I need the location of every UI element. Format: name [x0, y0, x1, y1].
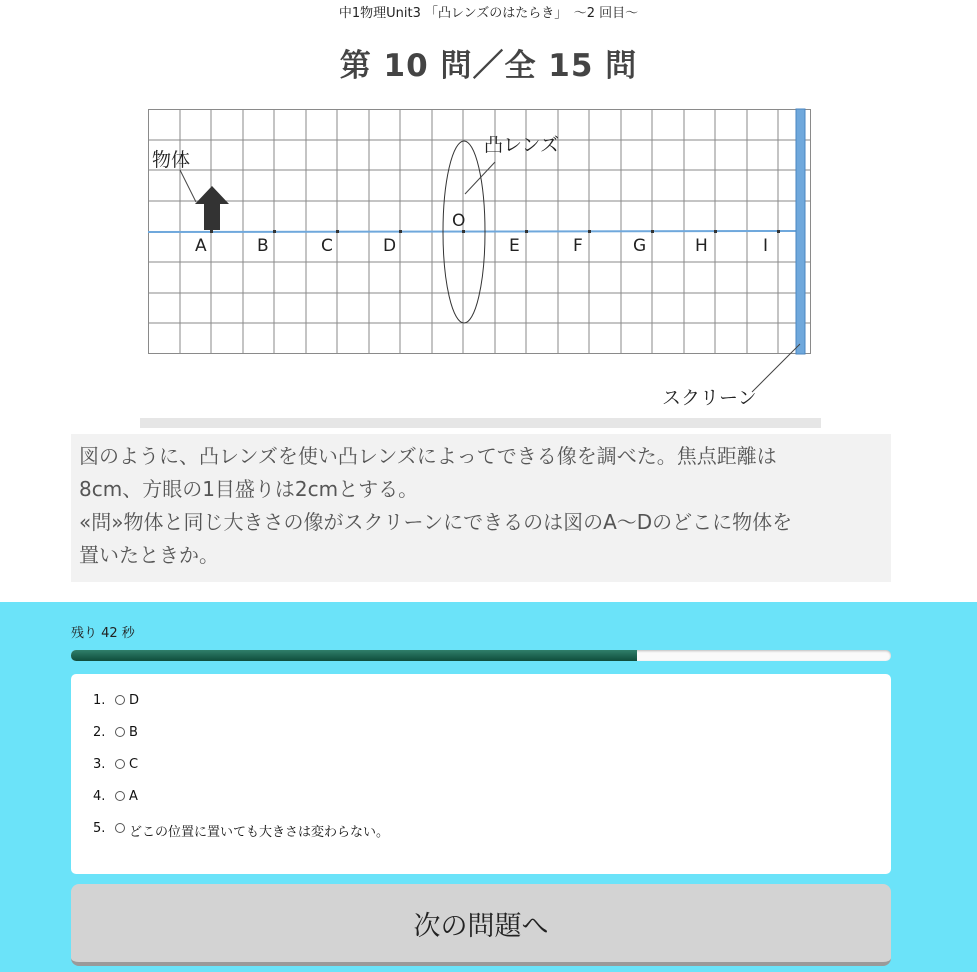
radio-button[interactable] — [115, 759, 125, 769]
point-labels — [195, 236, 768, 256]
point-label: E — [509, 236, 520, 256]
option-number: 2. — [93, 725, 106, 740]
answer-choices — [71, 674, 891, 874]
answer-option[interactable] — [93, 693, 891, 725]
option-label[interactable]: D — [129, 693, 140, 708]
option-number: 1. — [93, 693, 106, 708]
figure-scrollbar[interactable] — [140, 418, 821, 428]
question-number: 第 10 問／全 15 問 — [339, 48, 638, 84]
answer-option[interactable] — [93, 757, 891, 789]
screen-label: スクリーン — [662, 387, 757, 409]
answer-area — [0, 602, 977, 972]
screen — [796, 109, 805, 354]
timer-text: 残り 42 秒 — [71, 626, 135, 641]
point-label: D — [383, 236, 397, 256]
timer-progress-fill — [71, 650, 637, 661]
option-label[interactable]: C — [129, 757, 139, 772]
radio-button[interactable] — [115, 695, 125, 705]
point-label: G — [633, 236, 647, 256]
lens-center-label: O — [452, 211, 466, 231]
radio-button[interactable] — [115, 727, 125, 737]
answer-option[interactable] — [93, 789, 891, 821]
next-question-button[interactable]: 次の問題へ — [71, 884, 891, 966]
timer-progress-bar — [71, 650, 891, 661]
radio-button[interactable] — [115, 791, 125, 801]
option-label[interactable]: B — [129, 725, 138, 740]
lens-diagram — [140, 104, 820, 414]
question-line: 図のように、凸レンズを使い凸レンズによってできる像を調べた。焦点距離は — [79, 444, 777, 468]
lens-pointer — [465, 162, 495, 194]
question-line: 置いたときか。 — [79, 543, 219, 567]
radio-button[interactable] — [115, 823, 125, 833]
course-title: 中1物理Unit3 「凸レンズのはたらき」 ～2 回目～ — [338, 6, 639, 21]
point-label: F — [573, 236, 583, 256]
object-pointer — [180, 170, 196, 202]
answer-option[interactable] — [93, 725, 891, 757]
point-label: I — [763, 236, 769, 256]
option-label[interactable]: どこの位置に置いても大きさは変わらない。 — [129, 825, 390, 840]
point-label: H — [695, 236, 708, 256]
point-label: C — [321, 236, 333, 256]
answer-option[interactable] — [93, 821, 891, 853]
screen-pointer — [752, 344, 800, 392]
option-number: 5. — [93, 821, 106, 836]
lens-label: 凸レンズ — [484, 134, 559, 156]
object-label: 物体 — [152, 149, 191, 171]
option-number: 3. — [93, 757, 106, 772]
question-line: 8cm、方眼の1目盛りは2cmとする。 — [79, 477, 419, 501]
option-label[interactable]: A — [129, 789, 138, 804]
option-number: 4. — [93, 789, 106, 804]
object-arrow-icon — [195, 186, 229, 230]
point-label: A — [195, 236, 207, 256]
point-label: B — [257, 236, 269, 256]
question-text — [71, 434, 891, 582]
question-line: «問»物体と同じ大きさの像がスクリーンにできるのは図のA～Dのどこに物体を — [79, 510, 793, 534]
optical-axis — [148, 231, 800, 232]
